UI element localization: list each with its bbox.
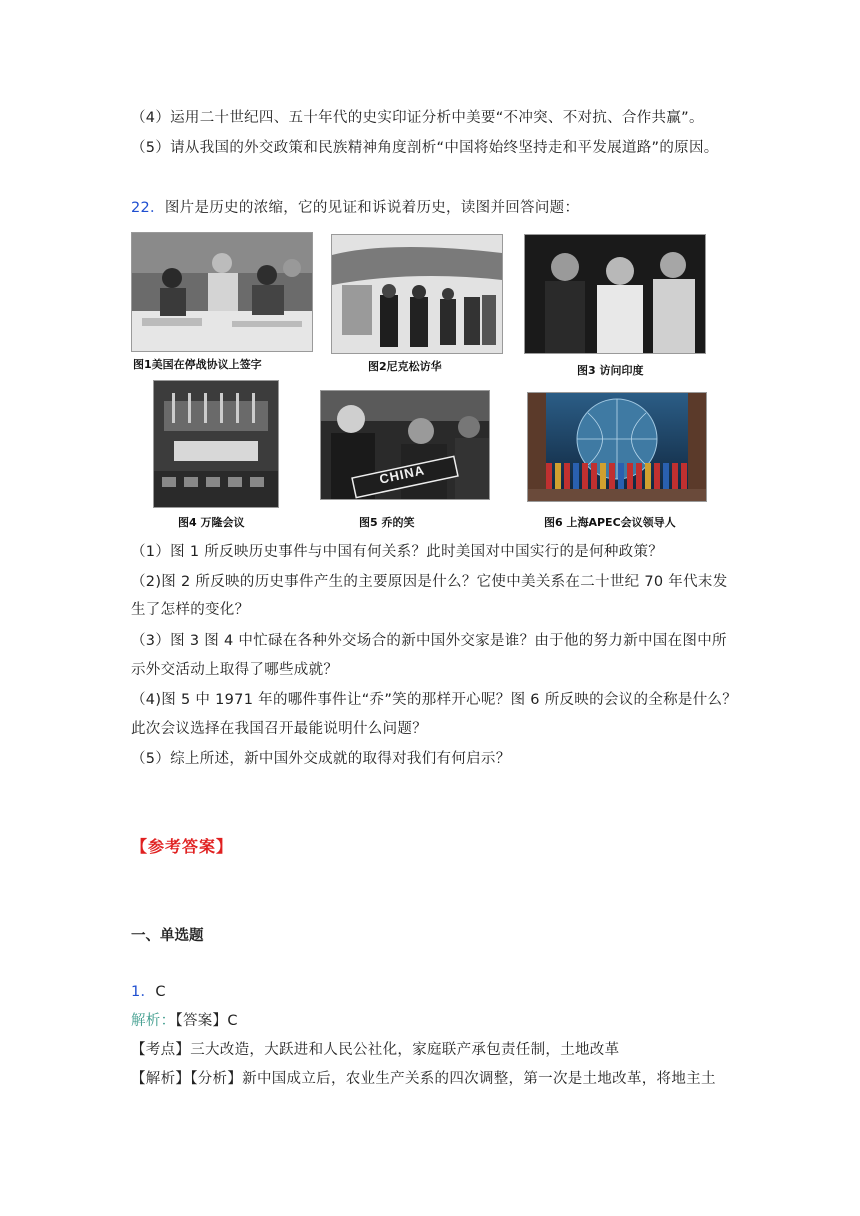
sub-question-2: （2)图 2 所反映的历史事件产生的主要原因是什么？它使中美关系在二十世纪 70 年代末发 [131,574,728,590]
photo-qiao-icon [321,391,489,499]
photo-nixon-icon [332,235,502,353]
sub-question-5: （5）综上所述，新中国外交成就的取得对我们有何启示？ [131,751,511,767]
sub-question-1: （1）图 1 所反映历史事件与中国有何关系？此时美国对中国实行的是何种政策？ [131,544,664,560]
answer-text: 【答案】C [175,1013,238,1029]
question-stem-text: 图片是历史的浓缩，它的见证和诉说着历史，读图并回答问题： [164,200,580,216]
figure-1-caption: 图1美国在停战协议上签字 [133,358,262,371]
figure-6-caption: 图6 上海APEC会议领导人 [544,516,676,529]
figure-3-photo [524,234,706,354]
answer-1-line [131,982,166,1002]
photo-apec-icon [528,393,706,501]
sub-question-2-cont: 生了怎样的变化？ [131,602,250,618]
figure-2-caption: 图2尼克松访华 [368,360,442,373]
figure-1-photo [131,232,313,352]
section-heading: 一、单选题 [131,928,204,944]
figure-4-photo [153,380,279,508]
answer-1-jiexi: 【解析】【分析】新中国成立后，农业生产关系的四次调整，第一次是土地改革，将地主土 [131,1071,716,1087]
question-22-stem [131,198,579,218]
figure-2-photo [331,234,503,354]
figure-4-caption: 图4 万隆会议 [178,516,245,529]
answer-1-analysis [131,1011,238,1031]
answer-number: 1． [131,984,156,1000]
photo-bandung-icon [154,381,278,507]
answer-choice: C [155,984,166,1000]
figure-5-caption: 图5 乔的笑 [359,516,415,529]
photo-india-icon [525,235,705,353]
photo-signing-icon [132,233,312,351]
figure-5-photo [320,390,490,500]
sub-question-4: （4)图 5 中 1971 年的哪件事件让“乔”笑的那样开心呢？图 6 所反映的会议的全称是什么？ [131,692,738,708]
question-number: 22． [131,200,165,216]
sub-question-3-cont: 示外交活动上取得了哪些成就？ [131,662,339,678]
question-line-4: （4）运用二十世纪四、五十年代的史实印证分析中美要“不冲突、不对抗、合作共赢”。 [131,110,704,126]
sub-question-3: （3）图 3 图 4 中忙碌在各种外交场合的新中国外交家是谁？由于他的努力新中国在图中所 [131,633,727,649]
figure-6-photo [527,392,707,502]
sub-question-4-cont: 此次会议选择在我国召开最能说明什么问题？ [131,721,427,737]
analysis-label: 解析： [131,1013,176,1029]
question-line-5: （5）请从我国的外交政策和民族精神角度剖析“中国将始终坚持走和平发展道路”的原因。 [131,140,719,156]
answer-1-kaodian: 【考点】三大改造，大跃进和人民公社化，家庭联产承包责任制，土地改革 [131,1042,620,1058]
answer-section-title: 【参考答案】 [131,837,234,856]
figure-3-caption: 图3 访问印度 [577,364,644,377]
china-sign-label: CHINA [377,462,427,487]
